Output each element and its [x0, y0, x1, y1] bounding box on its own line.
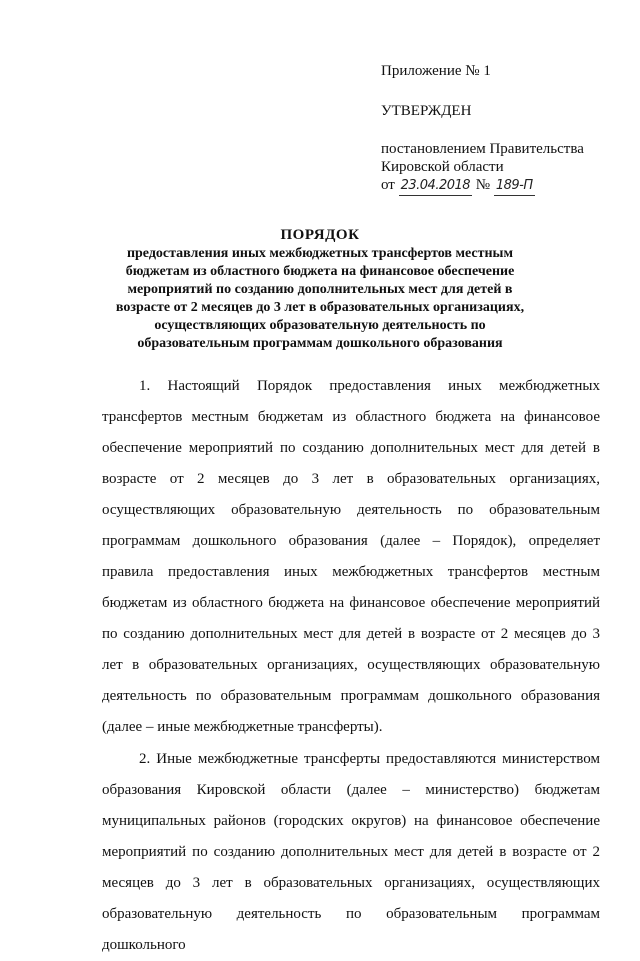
paragraph-1: 1. Настоящий Порядок предоставления иных межбюджетных трансфертов местным бюджетам из областного бюджета на финансовое обеспечение мероприятий по созданию дополнительных мест для детей в возрасте от 2 месяцев до 3 лет в образовательных организациях, осуществляющих образовательную деятельность по образовательным программам дошкольного образования (далее – Порядок), определяет правила предоставления иных межбюджетных трансфертов местным бюджетам из областного бюджета на финансовое обеспечение мероприятий по созданию дополнительных мест для детей в возрасте от 2 месяцев до 3 лет в образовательных организациях, осуществляющих образовательную деятельность по образовательным программам дошкольного образования (далее – иные межбюджетные трансферты). [102, 378, 600, 735]
decree-date-line [381, 176, 621, 196]
number-prefix: № [475, 177, 491, 193]
date-prefix: от [381, 177, 395, 193]
handwritten-date: 23.04.2018 [399, 177, 472, 196]
handwritten-number: 189-П [494, 177, 535, 196]
paragraph-2: 2. Иные межбюджетные трансферты предоставляются министерством образования Кировской области (далее – министерство) бюджетам муниципальных районов (городских округов) на финансовое обеспечение мероприятий по созданию дополнительных мест для детей в возрасте от 2 месяцев до 3 лет в образовательных организациях, осуществляющих образовательную деятельность по образовательным программам дошкольного [102, 751, 600, 953]
approved-label: УТВЕРЖДЕН [381, 103, 472, 119]
appendix-label: Приложение № 1 [381, 63, 491, 79]
decree-line-1: постановлением Правительства [381, 141, 584, 157]
approval-block [381, 62, 621, 196]
document-title [100, 226, 540, 353]
decree-line-2: Кировской области [381, 159, 504, 175]
document-body [102, 371, 600, 961]
title-heading: ПОРЯДОК [280, 227, 360, 243]
title-subtitle: предоставления иных межбюджетных трансфертов местным бюджетам из областного бюджета на финансовое обеспечение мероприятий по созданию дополнительных мест для детей в возрасте от 2 месяцев до 3 лет в образовательных организациях, осуществляющих образовательную деятельность по образовательным программам дошкольного образования [115, 246, 525, 351]
